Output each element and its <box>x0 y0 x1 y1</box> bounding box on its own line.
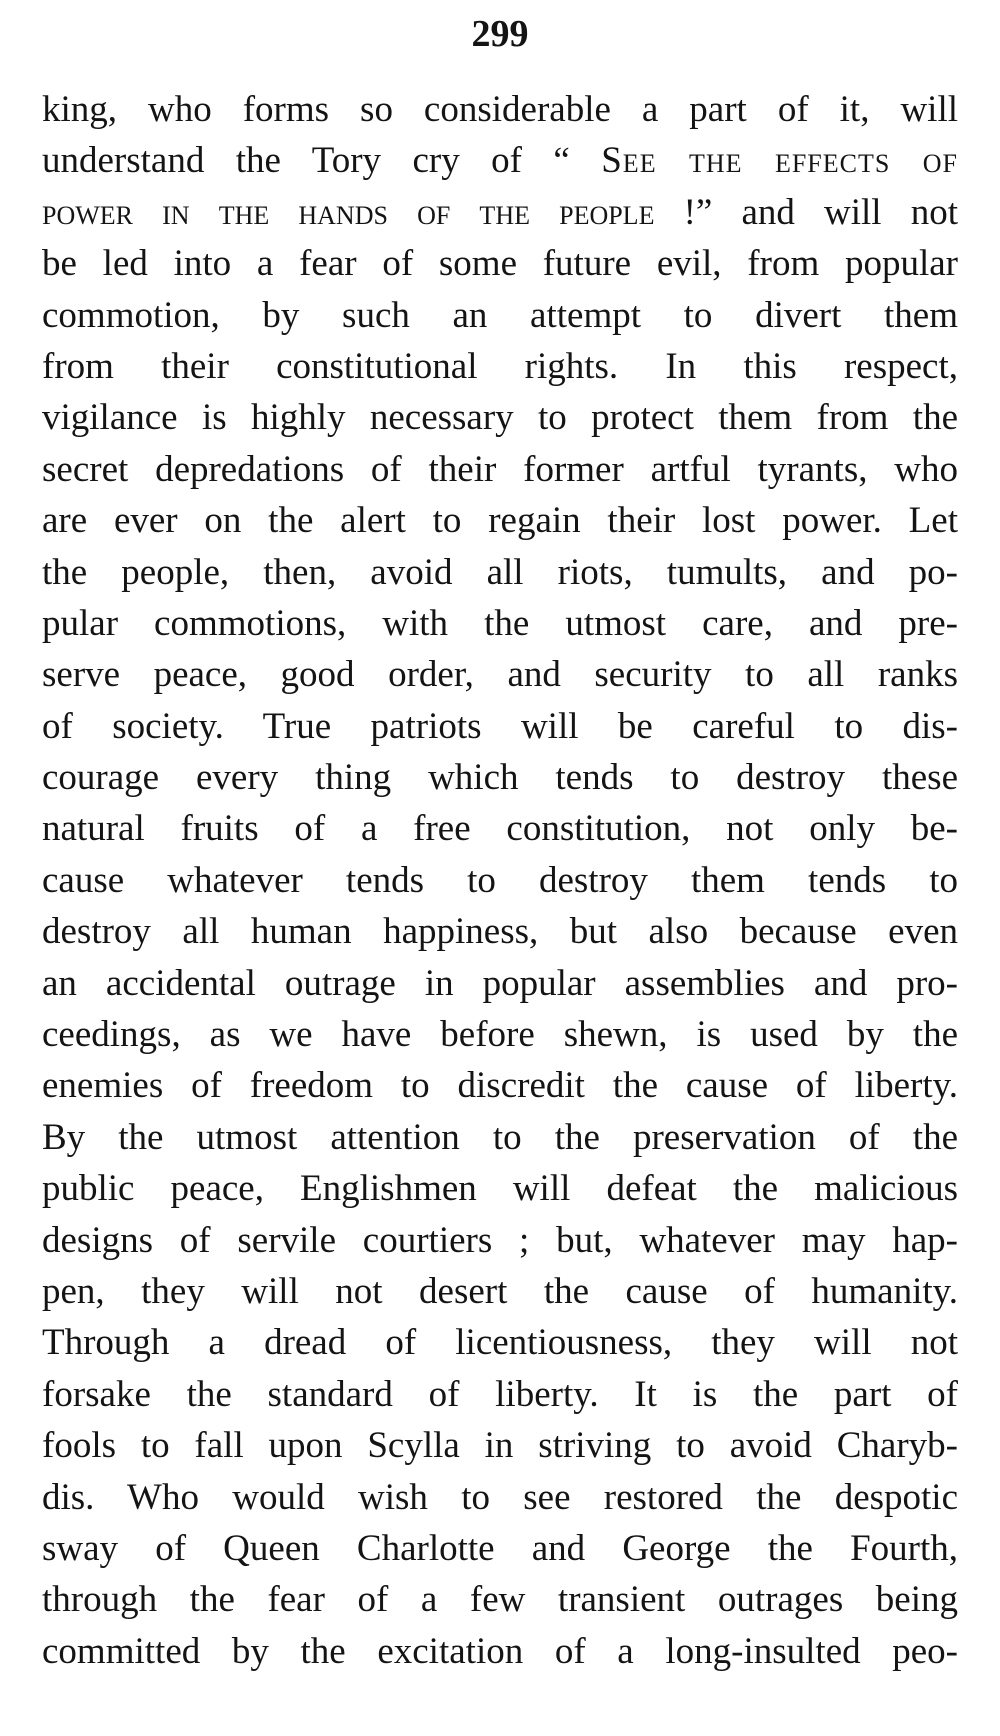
text-line: through the fear of a few transient outrages being <box>42 1579 958 1621</box>
text-line: the people, then, avoid all riots, tumults, and po- <box>42 551 958 593</box>
text-line: forsake the standard of liberty. It is the part of <box>42 1373 958 1415</box>
text-line <box>42 187 958 238</box>
text-line: from their constitutional rights. In this respect, <box>42 345 958 387</box>
text-line: cause whatever tends to destroy them tends to <box>42 859 958 901</box>
text-line: pular commotions, with the utmost care, and pre- <box>42 602 958 644</box>
text-line: courage every thing which tends to destroy these <box>42 757 958 799</box>
text-line: dis. Who would wish to see restored the despotic <box>42 1476 958 1518</box>
text-line: By the utmost attention to the preservation of the <box>42 1116 958 1158</box>
text-line: pen, they will not desert the cause of humanity. <box>42 1270 958 1312</box>
small-caps-phrase: power in the hands of the people <box>42 191 655 233</box>
text-line: an accidental outrage in popular assemblies and pro- <box>42 962 958 1004</box>
text-line: Through a dread of licentiousness, they will not <box>42 1322 958 1364</box>
text-line-suffix: !” and will not <box>654 191 958 233</box>
text-line: enemies of freedom to discredit the cause of liberty. <box>42 1065 958 1107</box>
text-line: secret depredations of their former artful tyrants, who <box>42 448 958 490</box>
text-line: public peace, Englishmen will defeat the malicious <box>42 1168 958 1210</box>
text-line: be led into a fear of some future evil, from popular <box>42 243 958 285</box>
small-caps-phrase: See the effects of <box>601 140 958 182</box>
text-line: ceedings, as we have before shewn, is used by the <box>42 1014 958 1056</box>
text-line: are ever on the alert to regain their lost power. Let <box>42 500 958 542</box>
text-line: vigilance is highly necessary to protect them from the <box>42 397 958 439</box>
text-line-prefix: understand the Tory cry of “ <box>42 140 602 182</box>
text-line: sway of Queen Charlotte and George the Fourth, <box>42 1527 958 1569</box>
text-line: destroy all human happiness, but also because even <box>42 911 958 953</box>
text-line: of society. True patriots will be careful to dis- <box>42 705 958 747</box>
text-line: committed by the excitation of a long-insulted peo- <box>42 1630 958 1672</box>
text-line: fools to fall upon Scylla in striving to avoid Charyb- <box>42 1425 958 1467</box>
text-line: king, who forms so considerable a part of it, will <box>42 89 958 130</box>
page-number: 299 <box>471 13 529 55</box>
body-text <box>42 84 958 1677</box>
text-line <box>42 135 958 186</box>
text-line: commotion, by such an attempt to divert them <box>42 294 958 336</box>
text-line: designs of servile courtiers ; but, whatever may hap- <box>42 1219 958 1261</box>
text-line: natural fruits of a free constitution, not only be- <box>42 808 958 850</box>
text-line: serve peace, good order, and security to all ranks <box>42 654 958 696</box>
